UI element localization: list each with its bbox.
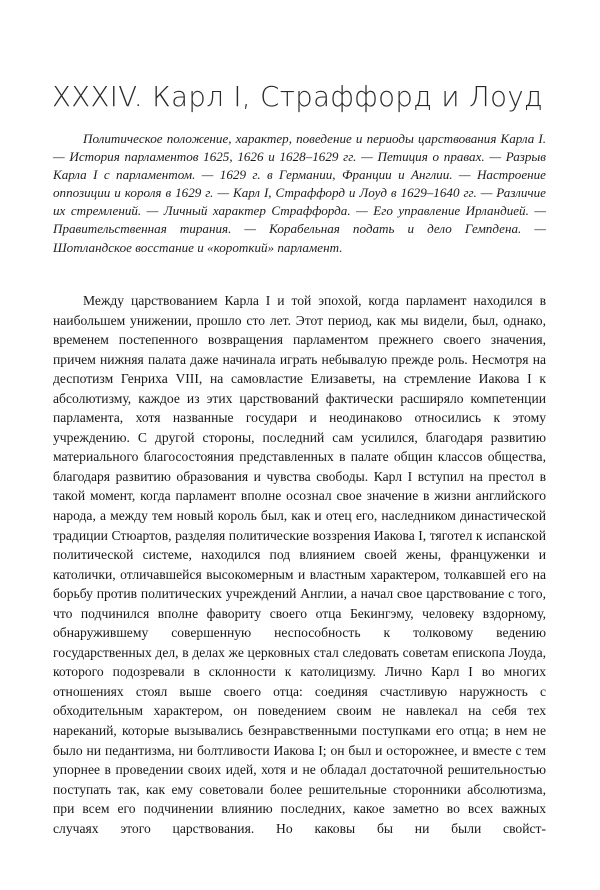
chapter-title: XXXIV. Карл I, Страффорд и Лоуд [52, 81, 544, 114]
chapter-summary: Политическое положение, характер, поведение и периоды царствования Карла I. — История парламентов 1625, 1626 и 1628–1629 гг. — Петиция о правах. — Разрыв Карла I с парламентом. — 1629 г. в Германии, Франции и Англии. — Настроение оппозиции и короля в 1629 г. — Карл I, Страффорд и Лоуд в 1629–1640 гг. — Различие их стремлений. — Личный характер Страффорда. — Его управление Ирландией. — Правительственная тирания. — Корабельная подать и дело Гемпдена. — Шотландское восстание и «короткий» парламент. [53, 131, 546, 255]
body-paragraph: Между царствованием Карла I и той эпохой, когда парламент находился в наибольшем унижении, прошло сто лет. Этот период, как мы видели, был, однако, временем постепенного возвращения парламентом прежнего своего значения, причем нижняя палата даже начинала играть небывалую прежде роль. Несмотря на деспотизм Генриха VIII, на самовластие Елизаветы, на стремление Иакова I к абсолютизму, каждое из этих царствований фактически расширяло компетенции парламента, хотя названные государи и неодинаково относились к этому учреждению. С другой стороны, последний сам усилился, благодаря развитию материального благосостояния представленных в палате общин классов общества, благодаря развитию образования и чувства свободы. Карл I вступил на престол в такой момент, когда парламент вполне осознал свое значение в жизни английского народа, а между тем новый король был, как и отец его, наследником династической традиции Стюартов, разделяя политические воззрения Иакова I, тяготел к испанской политической системе, находился под влиянием своей жены, француженки и католички, отличавшейся высокомерным и властным характером, толкавшей его на борьбу против политических учреждений Англии, а начал свое царствование с того, что подчинился вполне фавориту своего отца Бекингэму, человеку вздорному, обнаружившему совершенную неспособность к толковому ведению государственных дел, в делах же церковных стал следовать советам епископа Лоуда, которого подозревали в склонности к католицизму. Лично Карл I во многих отношениях стоял выше своего отца: соединяя счастливую наружность с обходительным характером, он поведением своим не навлекал на себя тех нареканий, которые вызывались безнравственными поступками его отца; в нем не было ни педантизма, ни болтливости Иакова I; он был и осторожнее, и вместе с тем упорнее в проведении своих идей, хотя и не обладал достаточной решительностью поступать так, как ему советовали более решительные сторонники абсолютизма, при всем его подчинении влиянию последних, какое заметно во всех важных случаях этого царствования. Но каковы бы ни были свойст- [53, 293, 546, 836]
